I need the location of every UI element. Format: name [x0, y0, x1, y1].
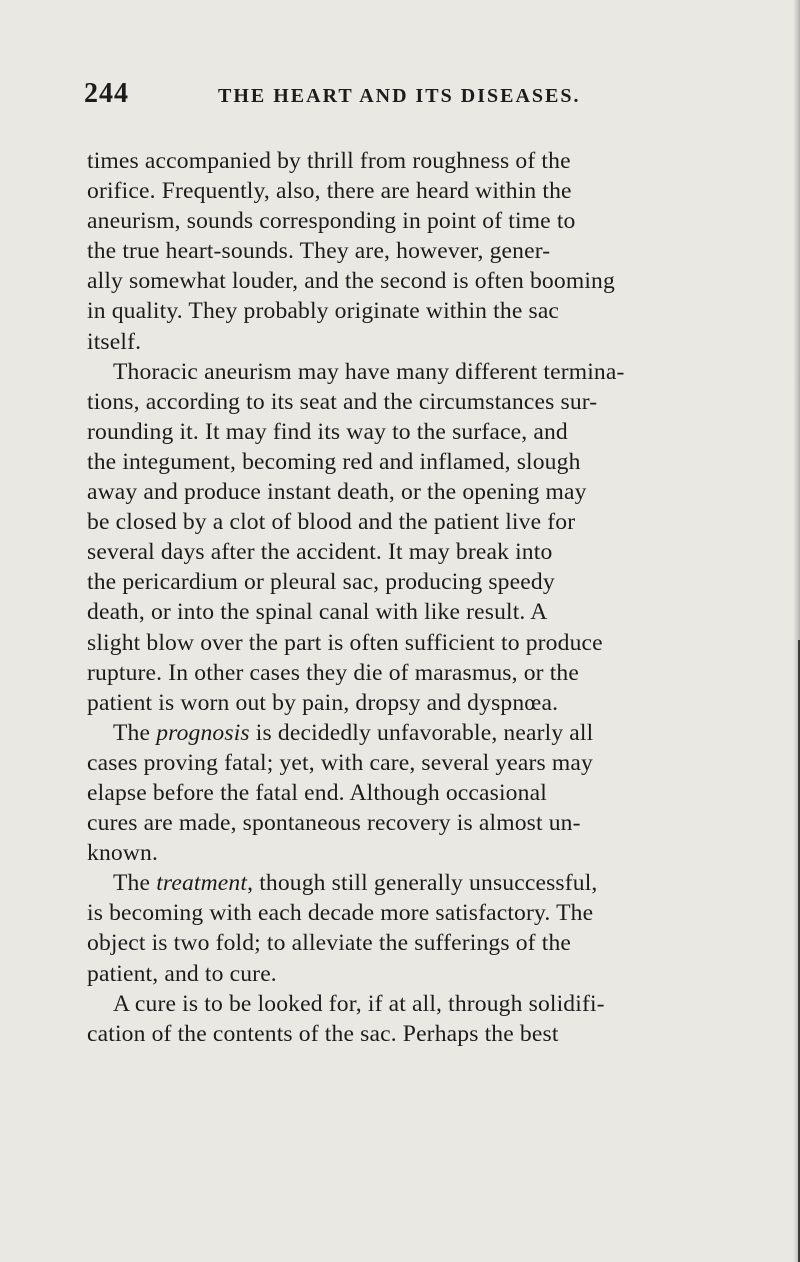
text-line: death, or into the spinal canal with like result. A — [87, 599, 548, 626]
text-line: rupture. In other cases they die of marasmus, or the — [87, 659, 579, 686]
text-line — [87, 718, 727, 748]
text-line: orifice. Frequently, also, there are heard within the — [87, 178, 572, 205]
text-line: known. — [87, 840, 159, 867]
text-line: several days after the accident. It may break into — [87, 539, 553, 566]
text-line: be closed by a clot of blood and the patient live for — [87, 509, 576, 536]
text-line: patient, and to cure. — [87, 960, 277, 987]
text-fragment: , though still generally unsuccessful, — [247, 870, 598, 897]
text-line: patient is worn out by pain, dropsy and dyspnœa. — [87, 689, 559, 716]
text-line: ally somewhat louder, and the second is often booming — [87, 268, 615, 295]
text-line: cures are made, spontaneous recovery is almost un- — [87, 810, 581, 837]
page-header — [84, 76, 744, 112]
running-head: THE HEART AND ITS DISEASES. — [218, 85, 581, 107]
text-line: cation of the contents of the sac. Perhaps the best — [87, 1020, 559, 1047]
text-line: itself. — [87, 328, 142, 355]
page-number: 244 — [84, 78, 129, 109]
text-fragment: is decidedly unfavorable, nearly all — [249, 719, 594, 746]
text-line: cases proving fatal; yet, with care, several years may — [87, 749, 593, 776]
text-line: is becoming with each decade more satisfactory. The — [87, 900, 594, 927]
text-line: rounding it. It may find its way to the surface, and — [87, 418, 568, 445]
text-line: in quality. They probably originate within the sac — [87, 298, 560, 325]
text-line: times accompanied by thrill from roughness of the — [87, 148, 571, 174]
text-line: the pericardium or pleural sac, producing speedy — [87, 569, 555, 596]
text-line: A cure is to be looked for, if at all, through solidifi- — [113, 990, 605, 1017]
body-text — [87, 146, 727, 1049]
text-line: Thoracic aneurism may have many different termina- — [113, 358, 625, 385]
text-line: elapse before the fatal end. Although occasional — [87, 779, 547, 806]
text-line: slight blow over the part is often sufficient to produce — [87, 629, 603, 656]
text-line: object is two fold; to alleviate the sufferings of the — [87, 930, 572, 957]
text-line — [87, 868, 727, 898]
text-line: aneurism, sounds corresponding in point of time to — [87, 208, 576, 235]
text-fragment: The — [113, 870, 157, 897]
text-fragment: The — [113, 719, 157, 746]
emphasis-prognosis: prognosis — [156, 719, 250, 746]
text-line: away and produce instant death, or the opening may — [87, 479, 587, 506]
text-line: tions, according to its seat and the circumstances sur- — [87, 388, 598, 415]
emphasis-treatment: treatment — [156, 870, 248, 897]
text-line: the integument, becoming red and inflamed, slough — [87, 448, 581, 475]
text-line: the true heart-sounds. They are, however, gener- — [87, 238, 551, 265]
